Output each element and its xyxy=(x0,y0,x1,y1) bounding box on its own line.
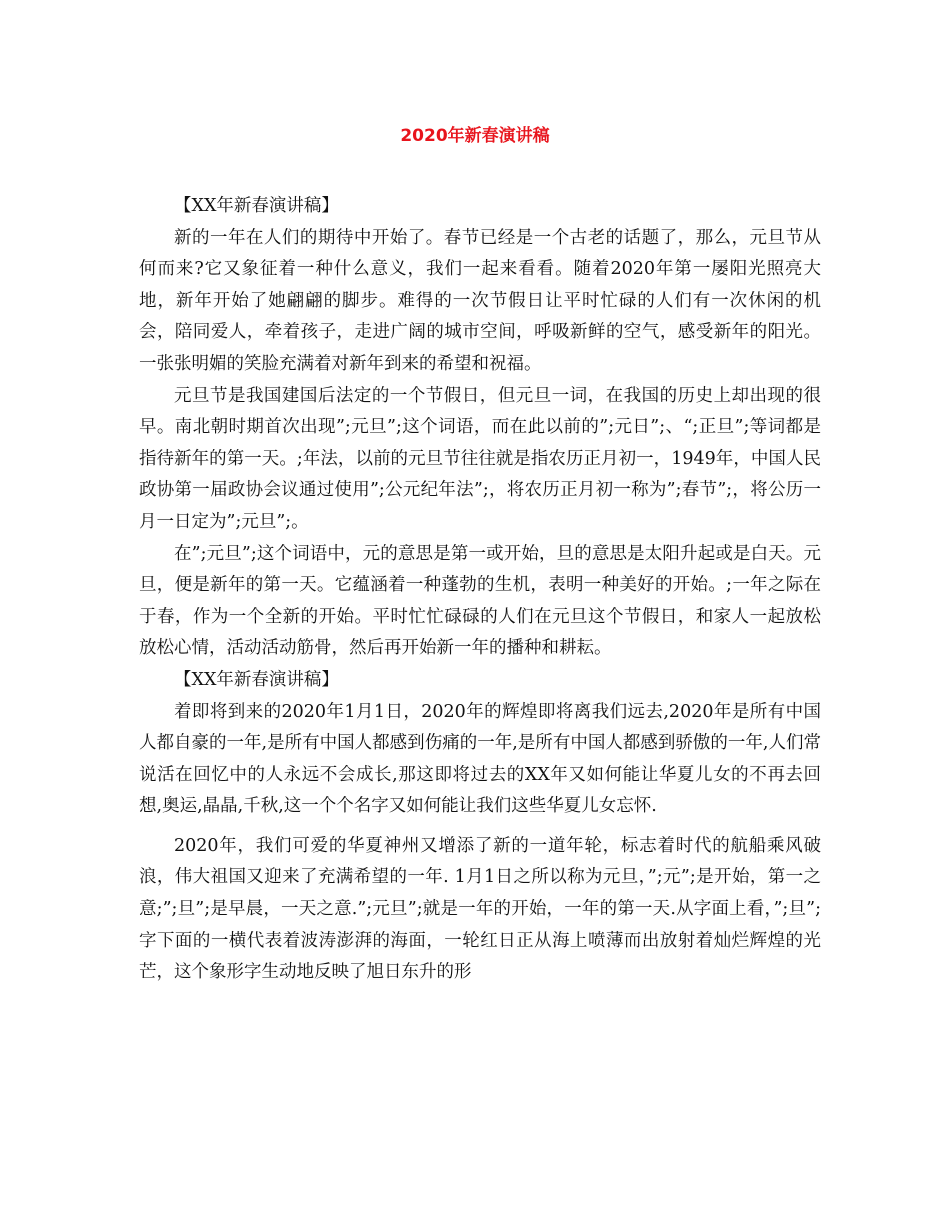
paragraph: 元旦节是我国建国后法定的一个节假日，但元旦一词，在我国的历史上却出现的很早。南北朝时期首次出现”;元旦”;这个词语，而在此以前的”;元日”;、“;正旦”;等词都是指待新年的第一天。;年法，以前的元旦节往往就是指农历正月初一，1949年，中国人民政协第一届政协会议通过使用”;公元纪年法”;，将农历正月初一称为”;春节”;，将公历一月一日定为”;元旦”;。 xyxy=(139,385,821,532)
document-title: 2020年新春演讲稿 xyxy=(400,126,550,146)
document-body xyxy=(139,191,821,989)
paragraph: 新的一年在人们的期待中开始了。春节已经是一个古老的话题了，那么，元旦节从何而来?它又象征着一种什么意义，我们一起来看看。随着2020年第一屡阳光照亮大地，新年开始了她翩翩的脚步。难得的一次节假日让平时忙碌的人们有一次休闲的机会，陪同爱人，牵着孩子，走进广阔的城市空间，呼吸新鲜的空气，感受新年的阳光。一张张明媚的笑脸充满着对新年到来的希望和祝福。 xyxy=(139,227,821,374)
paragraph: 2020年，我们可爱的华夏神州又增添了新的一道年轮，标志着时代的航船乘风破浪，伟大祖国又迎来了充满希望的一年. 1月1日之所以称为元旦，”;元”;是开始，第一之意;”;旦”;是早晨，一天之意.”;元旦”;就是一年的开始，一年的第一天.从字面上看，”;旦”;字下面的一横代表着波涛澎湃的海面，一轮红日正从海上喷薄而出放射着灿烂辉煌的光芒，这个象形字生动地反映了旭日东升的形 xyxy=(139,835,821,983)
paragraph: 着即将到来的2020年1月1日，2020年的辉煌即将离我们远去,2020年是所有中国人都自豪的一年,是所有中国人都感到伤痛的一年,是所有中国人都感到骄傲的一年,人们常说活在回忆中的人永远不会成长,那这即将过去的XX年又如何能让华夏儿女的不再去回想,奥运,晶晶,千秋,这一个个名字又如何能让我们这些华夏儿女忘怀. xyxy=(139,701,821,817)
paragraph: 在”;元旦”;这个词语中，元的意思是第一或开始，旦的意思是太阳升起或是白天。元旦，便是新年的第一天。它蕴涵着一种蓬勃的生机，表明一种美好的开始。;一年之际在于春，作为一个全新的开始。平时忙忙碌碌的人们在元旦这个节假日，和家人一起放松放松心情，活动活动筋骨，然后再开始新一年的播种和耕耘。 xyxy=(139,543,821,659)
paragraph-heading-1: 【XX年新春演讲稿】 xyxy=(174,196,339,216)
paragraph-heading-2: 【XX年新春演讲稿】 xyxy=(174,669,339,690)
